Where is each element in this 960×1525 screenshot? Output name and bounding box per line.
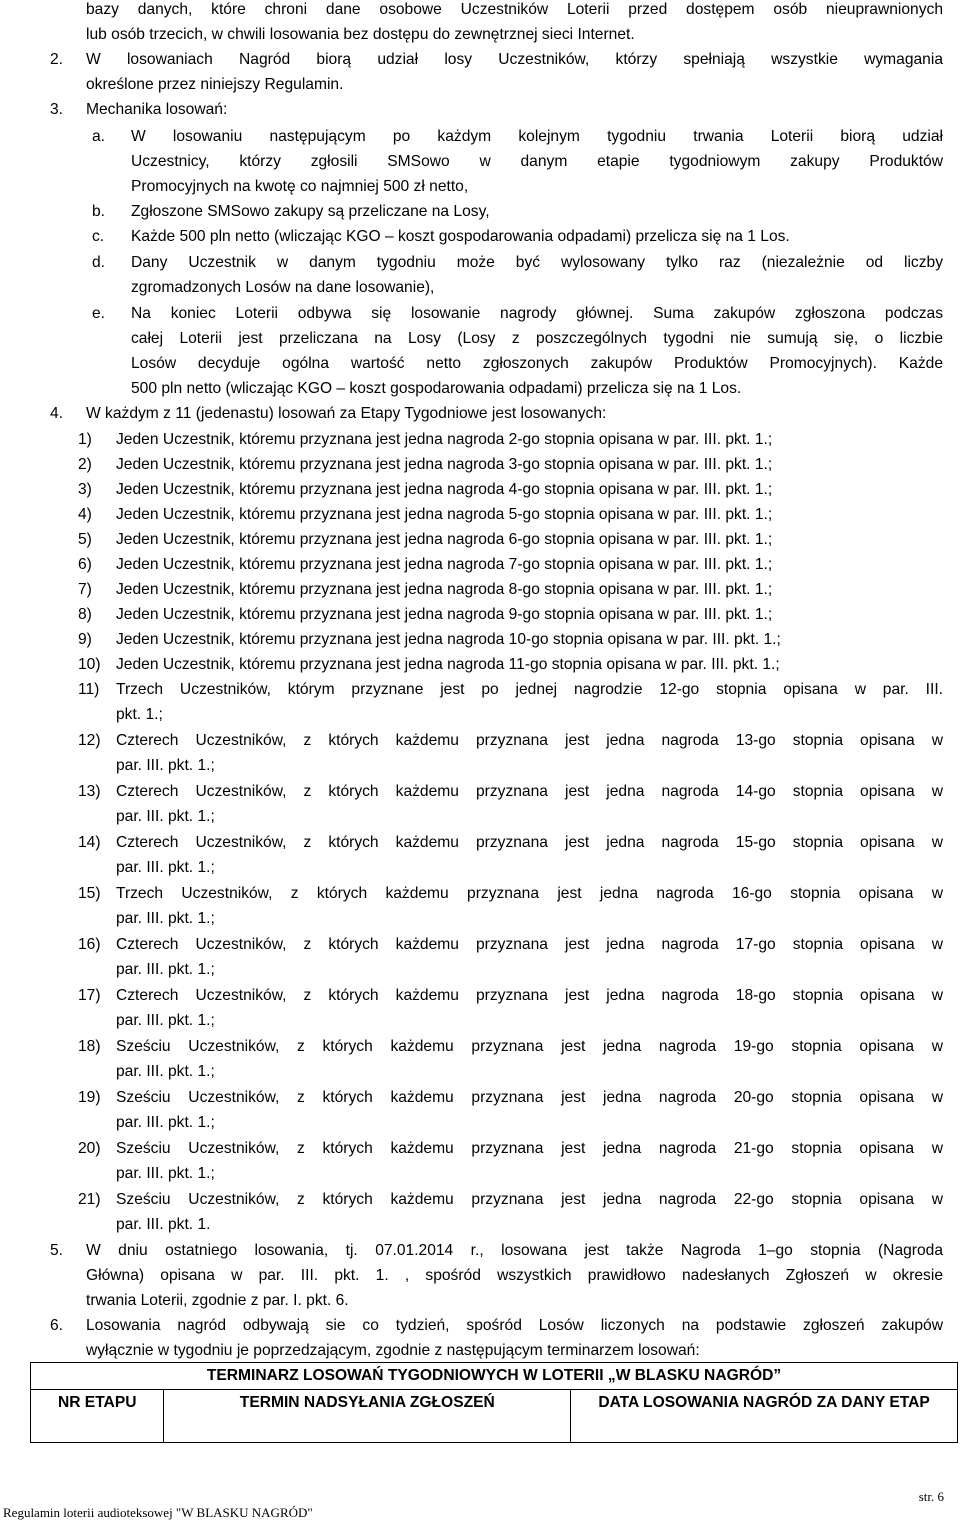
prize-item-text-cont: par. III. pkt. 1.; — [116, 1165, 215, 1182]
prize-item-text-cont: par. III. pkt. 1.; — [116, 1114, 215, 1131]
point-6-number: 6. — [50, 1317, 64, 1334]
prize-item-text: Czterech Uczestników, z których każdemu przyznana jest jedna nagroda 13-go stopnia opisana w — [116, 732, 943, 749]
prize-item-text-cont: par. III. pkt. 1.; — [116, 961, 215, 978]
point-2-line-2: określone przez niniejszy Regulamin. — [86, 76, 344, 93]
point-4-number: 4. — [50, 405, 64, 422]
prize-item-text: Jeden Uczestnik, któremu przyznana jest jedna nagroda 11-go stopnia opisana w par. III. pkt. 1.; — [116, 656, 780, 673]
prize-item-number: 19) — [78, 1089, 101, 1106]
point-3e-line-4: 500 pln netto (wliczając KGO – koszt gospodarowania odpadami) przelicza się na 1 Los. — [131, 380, 742, 397]
footer-document-title: Regulamin loterii audioteksowej "W BLASKU NAGRÓD" — [3, 1505, 313, 1520]
prize-item-text: Jeden Uczestnik, któremu przyznana jest jedna nagroda 9-go stopnia opisana w par. III. pkt. 1.; — [116, 606, 773, 623]
prize-item-number: 1) — [78, 431, 92, 448]
prize-item-number: 10) — [78, 656, 101, 673]
point-3-title: Mechanika losowań: — [86, 101, 228, 118]
point-3e-line-2: całej Loterii jest przeliczana na Losy (Losy z poszczególnych tygodni nie sumują się, o liczbie — [131, 330, 943, 347]
prize-item-number: 8) — [78, 606, 92, 623]
intro-line-1: bazy danych, które chroni dane osobowe Uczestników Loterii przed dostępem osób nieuprawnionych — [86, 1, 943, 18]
prize-item-number: 12) — [78, 732, 101, 749]
prize-item-text: Jeden Uczestnik, któremu przyznana jest jedna nagroda 7-go stopnia opisana w par. III. pkt. 1.; — [116, 556, 773, 573]
point-5-line-2: Główna) opisana w par. III. pkt. 1. , spośród wszystkich prawidłowo nadesłanych Zgłoszeń w okresie — [86, 1267, 943, 1284]
prize-item-number: 20) — [78, 1140, 101, 1157]
point-6-line-1: Losowania nagród odbywają sie co tydzień, spośród Losów liczonych na podstawie zgłoszeń zakupów — [86, 1317, 943, 1334]
prize-item-number: 3) — [78, 481, 92, 498]
prize-item-text: Jeden Uczestnik, któremu przyznana jest jedna nagroda 8-go stopnia opisana w par. III. pkt. 1.; — [116, 581, 773, 598]
point-3c-mark: c. — [92, 228, 105, 245]
point-3d-line-2: zgromadzonych Losów na dane losowanie), — [131, 279, 435, 296]
column-header-stage-number: NR ETAPU — [31, 1390, 164, 1443]
point-3a-line-3: Promocyjnych na kwotę co najmniej 500 zł netto, — [131, 178, 469, 195]
point-3-number: 3. — [50, 101, 64, 118]
prize-item-text: Sześciu Uczestników, z których każdemu przyznana jest jedna nagroda 19-go stopnia opisana w — [116, 1038, 943, 1055]
point-6-line-2: wyłącznie w tygodniu je poprzedzającym, zgodnie z następującym terminarzem losowań: — [86, 1342, 700, 1359]
intro-line-2: lub osób trzecich, w chwili losowania bez dostępu do zewnętrznej sieci Internet. — [86, 26, 635, 43]
point-3a-mark: a. — [92, 128, 106, 145]
prize-item-number: 13) — [78, 783, 101, 800]
prize-item-text-cont: par. III. pkt. 1.; — [116, 1063, 215, 1080]
prize-item-text: Czterech Uczestników, z których każdemu przyznana jest jedna nagroda 15-go stopnia opisana w — [116, 834, 943, 851]
point-5-line-1: W dniu ostatniego losowania, tj. 07.01.2014 r., losowana jest także Nagroda 1–go stopnia (Nagroda — [86, 1242, 943, 1259]
prize-item-text: Sześciu Uczestników, z których każdemu przyznana jest jedna nagroda 20-go stopnia opisana w — [116, 1089, 943, 1106]
point-3e-line-3: Losów decyduje ogólna wartość netto zgłoszonych zakupów Produktów Promocyjnych). Każde — [131, 355, 943, 372]
prize-item-text-cont: pkt. 1.; — [116, 706, 163, 723]
point-2-number: 2. — [50, 51, 64, 68]
prize-item-text: Sześciu Uczestników, z których każdemu przyznana jest jedna nagroda 21-go stopnia opisana w — [116, 1140, 943, 1157]
prize-item-number: 6) — [78, 556, 92, 573]
prize-item-number: 5) — [78, 531, 92, 548]
point-3e-line-1: Na koniec Loterii odbywa się losowanie nagrody głównej. Suma zakupów zgłoszona podczas — [131, 305, 943, 322]
prize-item-number: 2) — [78, 456, 92, 473]
prize-item-text: Czterech Uczestników, z których każdemu przyznana jest jedna nagroda 17-go stopnia opisana w — [116, 936, 943, 953]
prize-item-number: 7) — [78, 581, 92, 598]
prize-item-number: 18) — [78, 1038, 101, 1055]
point-3d-line-1: Dany Uczestnik w danym tygodniu może być wylosowany tylko raz (niezależnie od liczby — [131, 254, 943, 271]
point-3e-mark: e. — [92, 305, 106, 322]
prize-item-text: Czterech Uczestników, z których każdemu przyznana jest jedna nagroda 18-go stopnia opisana w — [116, 987, 943, 1004]
prize-item-text: Jeden Uczestnik, któremu przyznana jest jedna nagroda 2-go stopnia opisana w par. III. pkt. 1.; — [116, 431, 773, 448]
point-3c-line-1: Każde 500 pln netto (wliczając KGO – koszt gospodarowania odpadami) przelicza się na 1 Los. — [131, 228, 790, 245]
prize-item-text: Czterech Uczestników, z których każdemu przyznana jest jedna nagroda 14-go stopnia opisana w — [116, 783, 943, 800]
point-3a-line-2: Uczestnicy, którzy zgłosili SMSowo w danym etapie tygodniowym zakupy Produktów — [131, 153, 943, 170]
schedule-table — [30, 1362, 958, 1443]
point-4-title: W każdym z 11 (jedenastu) losowań za Etapy Tygodniowe jest losowanych: — [86, 405, 607, 422]
prize-item-text-cont: par. III. pkt. 1.; — [116, 1012, 215, 1029]
point-3b-mark: b. — [92, 203, 106, 220]
prize-item-text-cont: par. III. pkt. 1.; — [116, 808, 215, 825]
prize-item-text-cont: par. III. pkt. 1. — [116, 1216, 211, 1233]
column-header-submission-period: TERMIN NADSYŁANIA ZGŁOSZEŃ — [164, 1390, 571, 1443]
prize-item-number: 14) — [78, 834, 101, 851]
footer-page-number: str. 6 — [918, 1489, 944, 1504]
prize-item-text: Trzech Uczestników, którym przyznane jest po jednej nagrodzie 12-go stopnia opisana w par. III. — [116, 681, 943, 698]
prize-item-text: Jeden Uczestnik, któremu przyznana jest jedna nagroda 10-go stopnia opisana w par. III. pkt. 1.; — [116, 631, 781, 648]
prize-item-number: 11) — [78, 681, 100, 698]
point-3a-line-1: W losowaniu następującym po każdym kolejnym tygodniu trwania Loterii biorą udział — [131, 128, 943, 145]
prize-item-number: 4) — [78, 506, 92, 523]
point-2-line-1: W losowaniach Nagród biorą udział losy Uczestników, którzy spełniają wszystkie wymagania — [86, 51, 943, 68]
point-3b-line-1: Zgłoszone SMSowo zakupy są przeliczane na Losy, — [131, 203, 490, 220]
point-5-line-3: trwania Loterii, zgodnie z par. I. pkt. 6. — [86, 1292, 349, 1309]
prize-item-text: Sześciu Uczestników, z których każdemu przyznana jest jedna nagroda 22-go stopnia opisana w — [116, 1191, 943, 1208]
schedule-table-title: TERMINARZ LOSOWAŃ TYGODNIOWYCH W LOTERII „W BLASKU NAGRÓD” — [31, 1363, 958, 1390]
column-header-draw-date: DATA LOSOWANIA NAGRÓD ZA DANY ETAP — [571, 1390, 958, 1443]
prize-item-number: 21) — [78, 1191, 101, 1208]
prize-item-text: Jeden Uczestnik, któremu przyznana jest jedna nagroda 4-go stopnia opisana w par. III. pkt. 1.; — [116, 481, 773, 498]
point-5-number: 5. — [50, 1242, 64, 1259]
prize-item-number: 17) — [78, 987, 101, 1004]
prize-item-text-cont: par. III. pkt. 1.; — [116, 910, 215, 927]
prize-item-text: Jeden Uczestnik, któremu przyznana jest jedna nagroda 5-go stopnia opisana w par. III. pkt. 1.; — [116, 506, 773, 523]
prize-item-number: 15) — [78, 885, 101, 902]
prize-item-text-cont: par. III. pkt. 1.; — [116, 859, 215, 876]
prize-item-number: 9) — [78, 631, 92, 648]
prize-item-text: Jeden Uczestnik, któremu przyznana jest jedna nagroda 6-go stopnia opisana w par. III. pkt. 1.; — [116, 531, 773, 548]
prize-item-number: 16) — [78, 936, 101, 953]
point-3d-mark: d. — [92, 254, 106, 271]
prize-item-text: Trzech Uczestników, z których każdemu przyznana jest jedna nagroda 16-go stopnia opisana w — [116, 885, 943, 902]
prize-item-text: Jeden Uczestnik, któremu przyznana jest jedna nagroda 3-go stopnia opisana w par. III. pkt. 1.; — [116, 456, 773, 473]
prize-item-text-cont: par. III. pkt. 1.; — [116, 757, 215, 774]
